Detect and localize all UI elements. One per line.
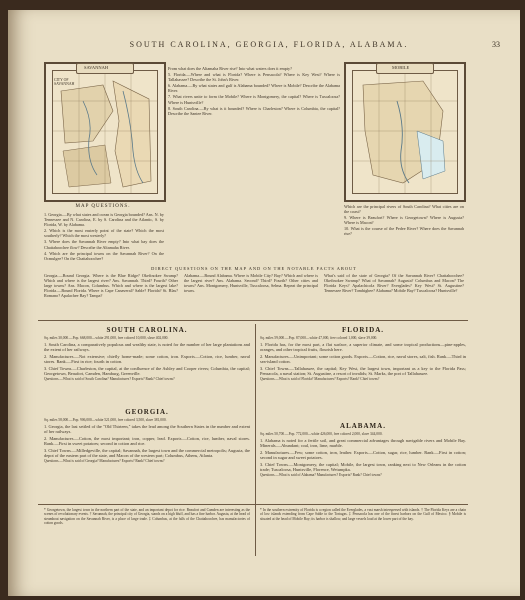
florida-stats: Sq. miles 59,000.—Pop. 87,000—white 47,000, free colored 1,000, slave 39,000. bbox=[260, 336, 378, 340]
sc-para-2: 2. Manufactures.—Not extensive; chiefly home-made; some cotton, iron. Exports.—Cotton, rice, lumber, naval stores. Rank.—First in rice; fourth in cotton. bbox=[44, 353, 250, 365]
georgia-title: GEORGIA. bbox=[125, 408, 169, 416]
page-number: 33 bbox=[492, 40, 500, 49]
map-mobile-title: MOBILE bbox=[392, 65, 410, 70]
al-para-1: 1. Alabama is noted for a fertile soil, and great commercial advantages through navigable rivers and Mobile Bay. Minerals.—Abundant; coal, iron, lime, marble. bbox=[260, 438, 466, 449]
mq-mid-1: From what does the Altamaha River rise? Into what waters does it empty? bbox=[168, 66, 292, 71]
map-questions-mid-col bbox=[168, 66, 340, 262]
mq-mid-3: 6. Alabama.—By what states and gulf is Alabama bounded? Where is Mobile? Describe the Alabama River. bbox=[168, 83, 340, 94]
fl-questions: Questions.—What is said of Florida? Manufactures? Exports? Rank? Chief towns? bbox=[260, 377, 380, 382]
map-savannah-title: SAVANNAH bbox=[84, 65, 109, 70]
fl-para-2: 2. Manufactures.—Unimportant; some cotton goods. Exports.—Cotton, rice, naval stores, salt, fish. Rank.—Third in sea-island cotton. bbox=[260, 353, 466, 365]
mq-left-4: 4. Which are the principal towns on the Savannah River? On the Ocmulgee? On the Chattahoochee? bbox=[44, 250, 164, 261]
georgia-body bbox=[44, 424, 250, 498]
atlas-page bbox=[8, 10, 520, 596]
mq-mid-5: 8. South Carolina.—By what is it bounded? Where is Charleston? Where is Columbia, the capital? Describe the Santee River. bbox=[168, 105, 340, 116]
page-header bbox=[38, 40, 500, 54]
ga-questions: Questions.—What is said of Georgia? Manufactures? Exports? Rank? Chief towns? bbox=[44, 459, 165, 464]
mq-left-2: 2. Which is the most easterly point of the state? Which the most southerly? Which the most westerly? bbox=[44, 228, 164, 239]
footnote-divider bbox=[38, 504, 468, 505]
georgia-stats: Sq. miles 58,000.—Pop. 906,000—white 521,000, free colored 3,500, slave 381,000. bbox=[44, 418, 167, 422]
direct-questions-title: DIRECT QUESTIONS ON THE MAP AND ON THE NOTABLE FACTS ABOUT bbox=[151, 266, 357, 271]
map-savannah-plate bbox=[52, 70, 158, 194]
fl-para-1: 1. Florida has, for the most part, a flat surface, a superior climate, and some tropical productions—pine-apples, oranges, and other tropical fruits, flourish here. bbox=[260, 342, 466, 353]
map-mobile-plate bbox=[352, 70, 458, 194]
sc-para-1: 1. South Carolina, a comparatively populous and wealthy state, is noted for the number of her large plantations and the extent of her railways. bbox=[44, 342, 250, 353]
sc-para-3: 3. Chief Towns.—Charleston, the capital, at the confluence of the Ashley and Cooper rivers; Columbia, the capital; Georgetown, Beaufort, Camden, Hamburg, Greenville. bbox=[44, 365, 250, 377]
alabama-body bbox=[260, 438, 466, 502]
page-title: SOUTH CAROLINA, GEORGIA, FLORIDA, ALABAMA. bbox=[129, 40, 409, 49]
direct-questions-col-2: Alabama.—Bound Alabama. Where is Mobile City? Bay? Which and where is the largest river? Ans. Alabama. Second? Third? Fourth? Other cities and towns? Ans. Montgomery, Huntsville, Tuscaloosa, Selma. Repeat the principal towns. bbox=[184, 273, 318, 294]
mq-right-2: 9. Where is Beaufort? Where is Georgetown? Where is Augusta? Where is Macon? bbox=[344, 215, 464, 226]
florida-title: FLORIDA. bbox=[341, 326, 385, 334]
footnotes-right: * In the southern extremity of Florida is a region called the Everglades, a vast marsh interspersed with islands. † The Florida Keys are a chain of low islands extending from Cape Sable to the Tortugas. ‡ Pensacola has one of the finest harbors on the Gulf of Mexico. § Mobile is situated at the head of Mobile Bay; its harbor is shallow, and large vessels load at the lower part of the bay. bbox=[260, 508, 466, 521]
mq-mid-2: 5. Florida.—Where and what is Florida? Where is Pensacola? Where is Key West? Where is Tallahassee? Describe the St. John's River. bbox=[168, 72, 340, 83]
south-carolina-title: SOUTH CAROLINA. bbox=[106, 326, 188, 334]
section-divider bbox=[38, 320, 468, 321]
map-questions-right-col bbox=[344, 204, 464, 264]
alabama-stats: Sq. miles 50,700.—Pop. 772,000—white 426,000, free colored 2,000, slave 344,000. bbox=[260, 432, 383, 436]
map-savannah bbox=[44, 62, 166, 202]
column-divider bbox=[255, 324, 256, 556]
al-para-2: 2. Manufactures.—Few; some cotton, iron, leather. Exports.—Cotton, sugar, rice, lumber. Rank.—First in cotton; second in sugar and sweet potatoes. bbox=[260, 449, 466, 461]
mq-left-3: 3. Where does the Savannah River empty? Into what bay does the Chattahoochee flow? Describe the Altamaha River. bbox=[44, 239, 164, 250]
map-mobile-drawing bbox=[353, 71, 457, 193]
mq-right-3: 10. What is the course of the Pedee River? Where does the Savannah rise? bbox=[344, 226, 464, 237]
ga-para-3: 3. Chief Towns.—Milledgeville, the capital; Savannah, the largest town and the commercial metropolis; Augusta, the depot of the eastern part of the state, and Macon of the western part; Columbus, Athens, Atlanta. bbox=[44, 447, 250, 459]
direct-questions-col-1: Georgia.—Bound Georgia. Where is the Blue Ridge? Okefinokee Swamp? Which and where is the largest river? Ans. Savannah. Third? Fourth? Other large towns? Ans. Macon, Columbus. Which and where is the largest lake? Florida.—Bound Florida. Where is Cape Canaveral? Sable? Florida? St. Blas? Romano? Apalachee Bay? Tampa? bbox=[44, 273, 178, 299]
footnotes-left: * Georgetown, the largest town in the northern part of the state, and an important depot for rice. Beaufort and Camden are interesting as the scenes of revolutionary events. † Savannah, the principal city of Georgia, stands on a high bluff, and has a fine harbor. Augusta, at the head of steamboat navigation on the Savannah River, is a place of large trade. ‡ Columbus, at the falls of the Chattahoochee, has manufactories of cotton goods. bbox=[44, 508, 250, 525]
mq-mid-4: 7. What rivers unite to form the Mobile? Where is Montgomery, the capital? Where is Tuscaloosa? Where is Huntsville? bbox=[168, 94, 340, 105]
al-para-3: 3. Chief Towns.—Montgomery, the capital; Mobile, the largest town, ranking next to New Orleans in the cotton trade; Tuscaloosa, Huntsville, Florence, Wetumpka. bbox=[260, 461, 466, 473]
al-questions: Questions.—What is said of Alabama? Manufactures? Exports? Rank? Chief towns? bbox=[260, 473, 382, 478]
ga-para-1: 1. Georgia, the last settled of the "Old Thirteen," takes the lead among the Southern States in the number and extent of her railways. bbox=[44, 424, 250, 435]
map-questions-title: MAP QUESTIONS. bbox=[75, 204, 131, 209]
map-savannah-drawing bbox=[53, 71, 157, 193]
sc-questions: Questions.—What is said of South Carolina? Manufactures? Exports? Rank? Chief towns? bbox=[44, 377, 175, 382]
alabama-title: ALABAMA. bbox=[340, 422, 386, 430]
south-carolina-stats: Sq. miles 30,000.—Pop. 668,000—white 291,000, free colored 10,000, slave 402,000. bbox=[44, 336, 169, 340]
map-savannah-side-label: CITY OF SAVANNAH bbox=[54, 78, 75, 86]
mq-left-1: 1. Georgia.—By what states and ocean is Georgia bounded? Ans. N. by Tennessee and N. Carolina, E. by S. Carolina and the Atlantic, S. by Florida, W. by Alabama. bbox=[44, 212, 164, 228]
south-carolina-body bbox=[44, 342, 250, 406]
map-mobile bbox=[344, 62, 466, 202]
map-questions-left-col bbox=[44, 212, 164, 264]
ga-para-2: 2. Manufactures.—Cotton, the most important; iron, copper, lead. Exports.—Cotton, rice, lumber, naval stores. Rank.—First in sweet potatoes; second in cotton and rice. bbox=[44, 435, 250, 447]
direct-questions-col-3: What's said of the state of Georgia? Of the Savannah River? Chattahoochee? Okefinokee Swamp? What of Savannah? Augusta? Columbus and Macon? The Florida Keys? Apalachicola River? Everglades? Key West? St. Augustine? Tennessee River? Tombigbee? Alabama? Mobile Bay? Tuscaloosa? Huntsville? bbox=[324, 273, 464, 294]
fl-para-3: 3. Chief Towns.—Tallahassee, the capital; Key West, the largest town, important as a key to the Florida Pass; Pensacola, a naval station; St. Augustine, a resort of invalids; St. Marks, the port of Tallahassee. bbox=[260, 365, 466, 377]
florida-body bbox=[260, 342, 466, 420]
mq-right-1: Which are the principal rivers of South Carolina? What cities are on the coast? bbox=[344, 204, 464, 215]
